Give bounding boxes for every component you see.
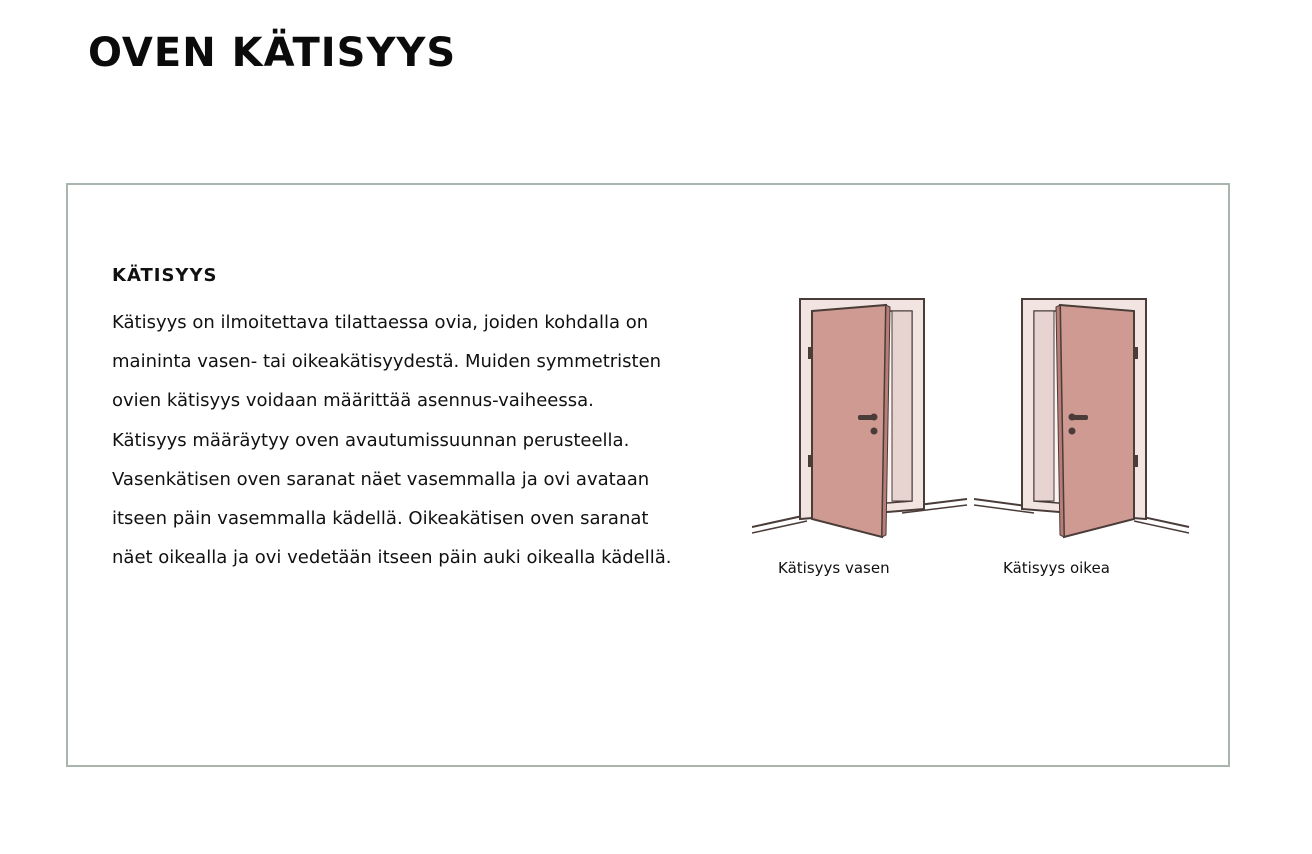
left-handed-door-illustration xyxy=(752,295,972,545)
info-box xyxy=(66,183,1230,767)
right-handed-door-illustration xyxy=(974,295,1194,545)
section-heading: KÄTISYYS xyxy=(112,265,218,286)
door-leaf xyxy=(812,305,886,537)
left-handed-door-figure xyxy=(752,295,952,545)
caption-left: Kätisyys vasen xyxy=(778,559,890,577)
right-handed-door-figure xyxy=(974,295,1174,545)
caption-right: Kätisyys oikea xyxy=(1003,559,1110,577)
section-body: Kätisyys on ilmoitettava tilattaessa ovia, joiden kohdalla on maininta vasen- tai oikeakätisyydestä. Muiden symmetristen ovien kätisyys voidaan määrittää asennus-vaiheessa. Kätisyys määräytyy oven avautumissuunnan perusteella. Vasenkätisen oven saranat näet vasemmalla ja ovi avataan itseen päin vasemmalla kädellä. Oikeakätisen oven saranat näet oikealla ja ovi vedetään itseen päin auki oikealla kädellä. xyxy=(112,312,672,569)
door-leaf xyxy=(1060,305,1134,537)
page-title: OVEN KÄTISYYS xyxy=(88,30,457,76)
